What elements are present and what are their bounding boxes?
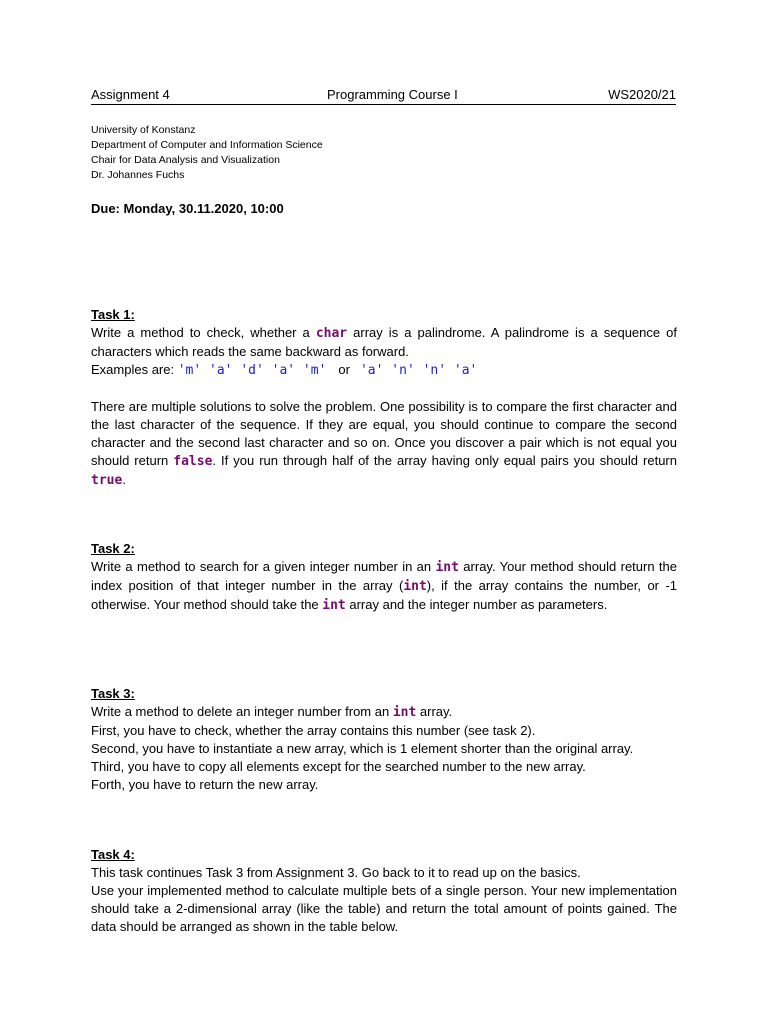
task-3-step-first: First, you have to check, whether the array contains this number (see task 2). <box>91 723 536 738</box>
task-3-step-second: Second, you have to instantiate a new array, which is 1 element shorter than the original array. <box>91 741 634 756</box>
task-2-text-c: ), if the array contains the number, or -1 otherwise. Your method should take the <box>91 578 678 612</box>
affiliation-block <box>91 123 323 183</box>
task-4-title: Task 4: <box>91 847 135 862</box>
task-2-text-b: array. Your method should return the index position of that integer number in the array ( <box>91 559 677 593</box>
keyword-true: true <box>91 473 123 488</box>
task-3-line-1 <box>91 703 677 722</box>
task-3-step-forth: Forth, you have to return the new array. <box>91 777 319 792</box>
keyword-false: false <box>173 454 213 469</box>
keyword-int: int <box>392 705 417 720</box>
task-1-title: Task 1: <box>91 307 135 322</box>
task-2-text-d: array and the integer number as parameters. <box>345 597 608 612</box>
keyword-char: char <box>315 326 348 341</box>
task-1-description <box>91 324 677 361</box>
example-madam: 'm' 'a' 'd' 'a' 'm' <box>177 363 327 378</box>
document-header <box>91 88 676 105</box>
department-line: Department of Computer and Information Science <box>91 139 323 151</box>
task-1-text-b: array is a palindrome. A palindrome is a sequence of characters which reads the same backward as forward. <box>91 325 677 359</box>
task-1-examples <box>91 361 677 380</box>
task-1 <box>91 306 677 490</box>
assignment-label: Assignment 4 <box>91 87 170 102</box>
hint-text-b: . If you run through half of the array having only equal pairs you should return <box>212 453 677 468</box>
task-4 <box>91 846 677 936</box>
or-separator: or <box>338 362 350 377</box>
course-title: Programming Course I <box>327 87 458 102</box>
task-1-text-a: Write a method to check, whether a <box>91 325 316 340</box>
keyword-int: int <box>322 598 346 613</box>
task-3-text-a: Write a method to delete an integer number from an <box>91 704 393 719</box>
term-label: WS2020/21 <box>608 87 676 102</box>
task-3 <box>91 685 677 794</box>
task-2-text-a: Write a method to search for a given integer number in an <box>91 559 436 574</box>
examples-label: Examples are: <box>91 362 178 377</box>
chair-line: Chair for Data Analysis and Visualization <box>91 154 280 166</box>
task-1-solution-hint <box>91 398 677 490</box>
due-date: Due: Monday, 30.11.2020, 10:00 <box>91 201 284 216</box>
hint-text-a: There are multiple solutions to solve the problem. One possibility is to compare the first character and the last character of the sequence. If they are equal, you should continue to compare the second character and the second last character and so on. Once you discover a pair which is not equal you should return <box>91 399 677 468</box>
example-anna: 'a' 'n' 'n' 'a' <box>359 363 478 378</box>
university-line: University of Konstanz <box>91 124 196 136</box>
hint-text-c: . <box>122 472 126 487</box>
task-2-description <box>91 558 677 615</box>
keyword-int: int <box>403 579 427 594</box>
task-2 <box>91 540 677 615</box>
task-3-title: Task 3: <box>91 686 135 701</box>
author-line: Dr. Johannes Fuchs <box>91 169 185 181</box>
task-4-intro: This task continues Task 3 from Assignment 3. Go back to it to read up on the basics. <box>91 865 581 880</box>
keyword-int: int <box>435 560 459 575</box>
task-3-text-b: array. <box>416 704 453 719</box>
task-2-title: Task 2: <box>91 541 135 556</box>
task-4-description: Use your implemented method to calculate multiple bets of a single person. Your new implementation should take a 2-dimensional array (like the table) and return the total amount of points gained. The data should be arranged as shown in the table below. <box>91 883 677 934</box>
task-3-step-third: Third, you have to copy all elements except for the searched number to the new array. <box>91 759 586 774</box>
